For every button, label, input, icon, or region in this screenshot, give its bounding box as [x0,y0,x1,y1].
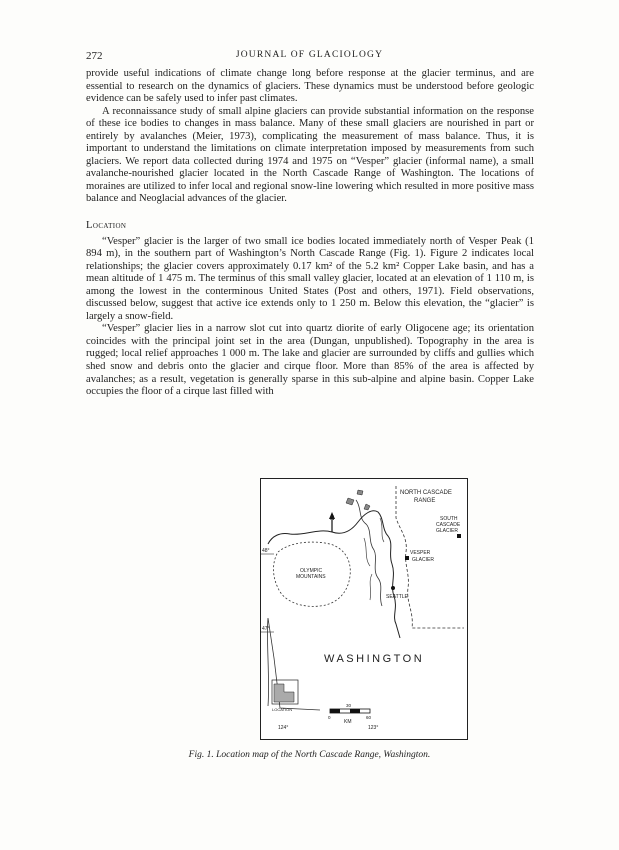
south-cascade-glacier-marker [457,534,461,538]
north-cascade-label: NORTH CASCADE [400,490,452,496]
seattle-label: SEATTLE [386,594,408,600]
range-label: RANGE [414,498,436,504]
vesper-label: VESPER [410,550,431,556]
paragraph: provide useful indications of climate change long before response at the glacier terminus, and are essential to research on the dynamics of glaciers. These dynamics must be understood before geologic evidence can be safely used to infer past climates. [86,68,534,105]
location-map [260,478,468,740]
location-map-figure [260,478,468,740]
lon-124-label: 124° [278,725,289,731]
olympic-label: OLYMPIC [300,568,323,574]
journal-title: JOURNAL OF GLACIOLOGY [235,50,384,60]
location-label: LOCATION [272,707,293,712]
scale-bar-segment [350,709,360,713]
washington-label: WASHINGTON [324,653,425,665]
scale-mid-label: 30 [346,703,352,708]
km-label: KM [344,719,352,725]
scale-zero-label: 0 [328,715,331,720]
vesper-glacier-label: GLACIER [412,557,434,563]
north-arrow-label: N [330,516,335,522]
figure-caption [0,750,619,760]
scale-bar-segment [330,709,340,713]
section-heading: Location [86,220,127,232]
cascade-label: CASCADE [436,522,461,528]
paragraph: “Vesper” glacier is the larger of two small ice bodies located immediately north of Vesper Peak (1 894 m), in the southern part of Washington’s North Cascade Range (Fig. 1). Figure 2 indicates local relationships; the glacier covers approximately 0.17 km² of the 5.2 km² Copper Lake basin, and has a mean altitude of 1 475 m. The terminus of this small valley glacier, located at an elevation of 1 110 m, is among the lowest in the conterminous United States (Post and others, 1971). Field observations, discussed below, suggest that active ice extends only to 1 250 m. Below this elevation, the “glacier” is largely a snow-field. [86,235,534,322]
figure-caption-label: Fig. 1. [188,750,214,760]
south-label: SOUTH [440,516,458,522]
figure-caption-text: Location map of the North Cascade Range, Washington. [216,750,431,760]
paragraph: A reconnaissance study of small alpine glaciers can provide substantial information on the response of these ice bodies to changes in mass balance. Many of these small glaciers are nourished in part or entirely by avalanches (Meier, 1973), complicating the measurement of mass balance. Thus, it is important to understand the limitations on climate interpretation imposed by measurements from such glaciers. We report data collected during 1974 and 1975 on “Vesper” glacier (informal name), a small avalanche-nourished glacier located in the North Cascade Range of Washington. The locations of moraines are utilized to infer local and regional snow-line lowering which resulted in more positive mass balance and Neoglacial advances of the glacier. [86,105,534,205]
glacier-label: GLACIER [436,528,458,534]
lat-48-label: 48° [262,548,270,554]
page-number: 272 [86,50,103,62]
seattle-marker [391,586,395,590]
lon-123-label: 123° [368,725,379,731]
mountains-label: MOUNTAINS [296,574,326,580]
paragraph: “Vesper” glacier lies in a narrow slot cut into quartz diorite of early Oligocene age; its orientation coincides with the principal joint set in the area (Dungan, unpublished). Topography in the area is rugged; local relief approaches 1 000 m. The lake and glacier are surrounded by cliffs and gullies which shed snow and debris onto the glacier and cirque floor. More than 85% of the area is affected by avalanches; as a result, vegetation is generally sparse in this sub-alpine and alpine basin. Copper Lake occupies the floor of a cirque last filled with [86,323,534,398]
vesper-glacier-marker [405,556,409,560]
article-body [86,68,534,399]
lat-47-label: 47° [262,626,270,632]
scale-end-label: 60 [366,715,372,720]
